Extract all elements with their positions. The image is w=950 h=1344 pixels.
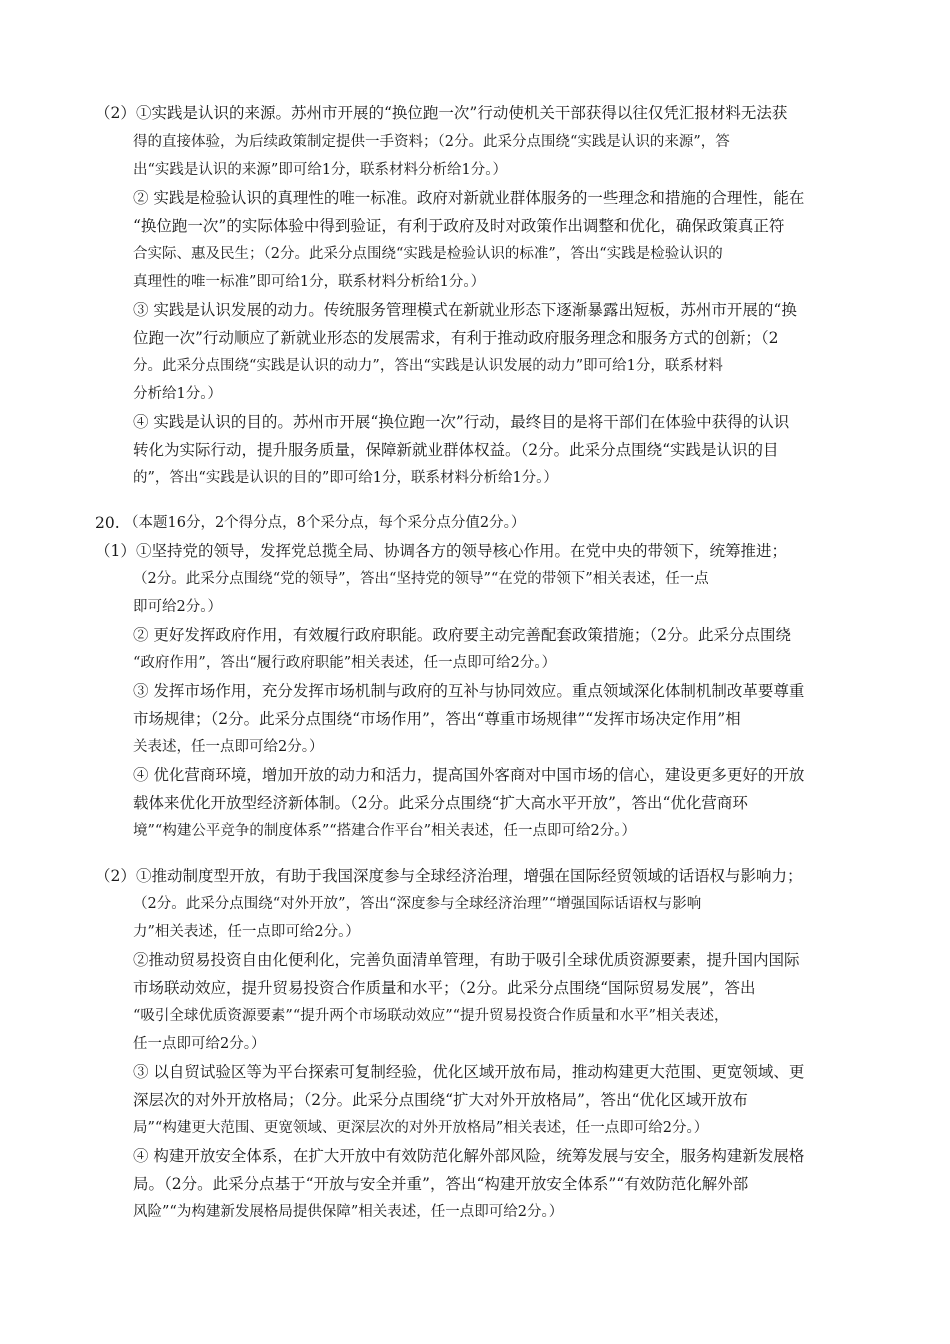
answer-line: “吸引全球优质资源要素”“提升两个市场联动效应”“提升贸易投资合作质量和水平”相关表述， [133,1008,729,1024]
answer-line: 位跑一次”行动顺应了新就业形态的发展需求，有利于推动政府服务理念和服务方式的创新；（2 [133,329,779,347]
answer-line: 境”“构建公平竞争的制度体系”“搭建合作平台”相关表述，任一点即可给2分。） [133,823,637,839]
answer-line: ①坚持党的领导，发挥党总揽全局、协调各方的领导核心作用。在党中央的带领下，统筹推进； [136,542,788,560]
answer-line: 合实际、惠及民生；（2分。此采分点围绕“实践是检验认识的标准”，答出“实践是检验认识的 [133,246,723,262]
answer-line: ④ 构建开放安全体系，在扩大开放中有效防范化解外部风险，统筹发展与安全，服务构建新发展格 [133,1147,805,1165]
answer-line: （2分。此采分点围绕“对外开放”，答出“深度参与全球经济治理”“增强国际话语权与影响 [133,896,702,912]
answer-line: 市场规律；（2分。此采分点围绕“市场作用”，答出“尊重市场规律”“发挥市场决定作用”相 [133,710,741,728]
answer-line: 的”，答出“实践是认识的目的”即可给1分，联系材料分析给1分。） [133,470,558,486]
part-label: （2） [95,867,136,885]
answer-line: ② 更好发挥政府作用，有效履行政府职能。政府要主动完善配套政策措施；（2分。此采分点围绕 [133,626,792,644]
part-label: （1） [95,542,136,560]
answer-line: 即可给2分。） [133,599,222,615]
answer-line: 出“实践是认识的来源”即可给1分，联系材料分析给1分。） [133,162,508,178]
answer-line: “换位跑一次”的实际体验中得到验证，有利于政府及时对政策作出调整和优化，确保政策真正符 [133,217,785,235]
answer-line: 任一点即可给2分。） [133,1036,266,1052]
answer-line: 市场联动效应，提升贸易投资合作质量和水平；（2分。此采分点围绕“国际贸易发展”，答出 [133,979,756,997]
answer-line: 局。（2分。此采分点基于“开放与安全并重”，答出“构建开放安全体系”“有效防范化解外部 [133,1175,749,1193]
answer-line: ③ 发挥市场作用，充分发挥市场机制与政府的互补与协同效应。重点领域深化体制机制改革要尊重 [133,682,805,700]
answer-line: ①推动制度型开放，有助于我国深度参与全球经济治理，增强在国际经贸领域的话语权与影响力； [136,867,803,885]
answer-line: 关表述，任一点即可给2分。） [133,739,324,755]
answer-line: “政府作用”，答出“履行政府职能”相关表述，任一点即可给2分。） [133,655,557,671]
answer-line: 力”相关表述，任一点即可给2分。） [133,924,360,940]
answer-line: ③ 以自贸试验区等为平台探索可复制经验，优化区域开放布局，推动构建更大范围、更宽领域、更 [133,1063,805,1081]
question-number: 20. [95,514,120,532]
answer-line: 载体来优化开放型经济新体制。（2分。此采分点围绕“扩大高水平开放”，答出“优化营商环 [133,794,748,812]
answer-line: 分。此采分点围绕“实践是认识的动力”，答出“实践是认识发展的动力”即可给1分，联系材料 [133,358,723,374]
answer-line: ② 实践是检验认识的真理性的唯一标准。政府对新就业群体服务的一些理念和措施的合理性，能在 [133,189,805,207]
answer-line: 分析给1分。） [133,386,222,402]
answer-line: （2分。此采分点围绕“党的领导”，答出“坚持党的领导”“在党的带领下”相关表述，任一点 [133,571,709,587]
question-header: （本题16分，2个得分点，8个采分点，每个采分点分值2分。） [124,515,526,531]
answer-line: ④ 实践是认识的目的。苏州市开展“换位跑一次”行动，最终目的是将干部们在体验中获得的认识 [133,413,790,431]
answer-line: 转化为实际行动，提升服务质量，保障新就业群体权益。（2分。此采分点围绕“实践是认识的目 [133,441,779,459]
answer-line: 深层次的对外开放格局；（2分。此采分点围绕“扩大对外开放格局”，答出“优化区域开放布 [133,1091,748,1109]
answer-line: 风险”“为构建新发展格局提供保障”相关表述，任一点即可给2分。） [133,1204,564,1220]
answer-line: 局”“构建更大范围、更宽领域、更深层次的对外开放格局”相关表述，任一点即可给2分。） [133,1120,709,1136]
answer-line: 得的直接体验，为后续政策制定提供一手资料；（2分。此采分点围绕“实践是认识的来源”，答 [133,134,730,150]
answer-line: ①实践是认识的来源。苏州市开展的“换位跑一次”行动使机关干部获得以往仅凭汇报材料无法获 [136,104,788,122]
answer-line: ②推动贸易投资自由化便利化，完善负面清单管理，有助于吸引全球优质资源要素，提升国内国际 [133,951,800,969]
answer-line: 真理性的唯一标准”即可给1分，联系材料分析给1分。） [133,274,486,290]
answer-line: ④ 优化营商环境，增加开放的动力和活力，提高国外客商对中国市场的信心，建设更多更好的开放 [133,766,805,784]
answer-line: ③ 实践是认识发展的动力。传统服务管理模式在新就业形态下逐渐暴露出短板，苏州市开展的“换 [133,301,797,319]
part-label: （2） [95,104,136,122]
